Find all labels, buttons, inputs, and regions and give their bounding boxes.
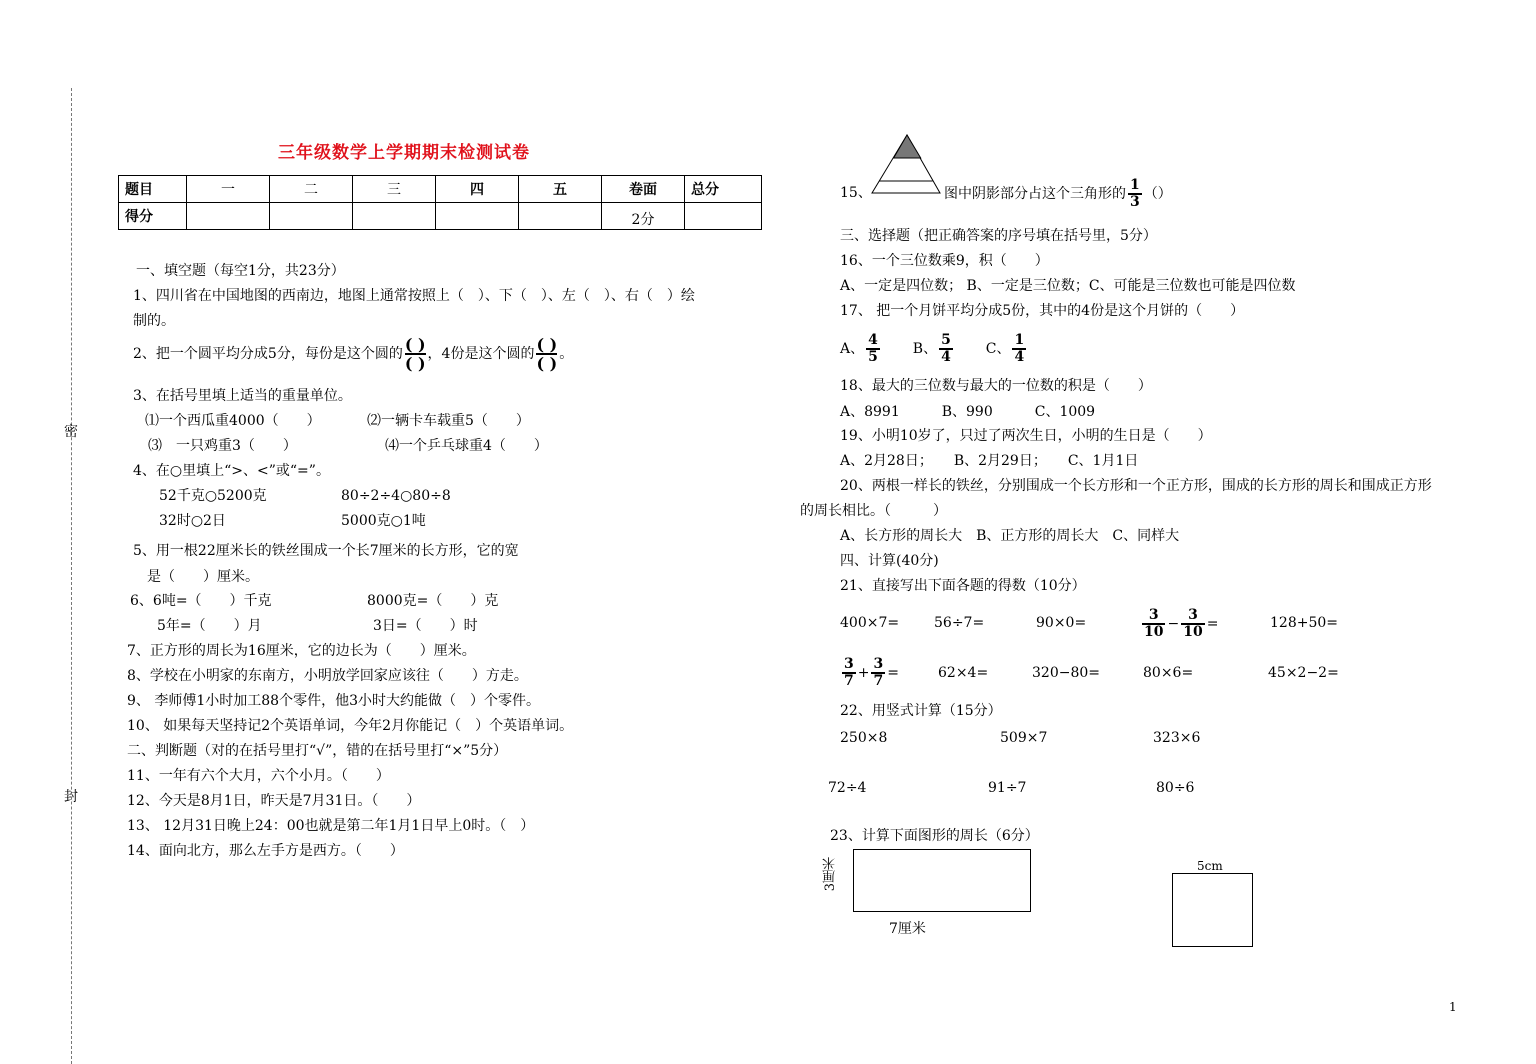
question-15 [944, 176, 1172, 212]
fraction-numerator: 1 [1014, 332, 1025, 348]
score-cell: 卷面 [602, 176, 685, 203]
vertical-calc-item: 250×8 [840, 730, 888, 746]
fraction-four-fifths [866, 333, 880, 365]
vertical-calc-item: 72÷4 [828, 780, 867, 796]
question-7: 7、正方形的周长为16厘米，它的边长为（ ）厘米。 [127, 643, 476, 659]
section-fill-blank: 一、填空题（每空1分，共23分） [136, 263, 345, 279]
rectangle-height-label: 3厘米 [823, 857, 838, 892]
question-16-options: A、一定是四位数； B、一定是三位数；C、可能是三位数也可能是四位数 [840, 278, 1296, 294]
equals-sign: = [1206, 616, 1219, 632]
fraction-numerator: 4 [868, 332, 878, 348]
blank-fraction-top: ( ) [404, 335, 426, 354]
question-1-line2: 制的。 [133, 313, 175, 329]
fraction-numerator: 3 [1181, 608, 1204, 625]
fraction-denominator: 7 [844, 673, 854, 689]
question-8: 8、学校在小明家的东南方，小明放学回家应该往（ ）方走。 [127, 668, 528, 684]
fraction-three-tenths [1142, 608, 1165, 640]
seal-mi: 密 [64, 424, 78, 440]
score-cell: 四 [436, 176, 519, 203]
page-title: 三年级数学上学期期末检测试卷 [278, 143, 530, 163]
fraction-numerator: 5 [941, 332, 951, 348]
section-calculation: 四、计算(40分) [840, 553, 939, 569]
question-19-options: A、2月28日； B、2月29日； C、1月1日 [840, 453, 1139, 469]
question-5-line2: 是（ ）厘米。 [147, 569, 259, 585]
question-4-item-1: 52千克○5200克 [159, 488, 267, 504]
calc-item: 56÷7= [934, 615, 985, 631]
question-6-item-3: 5年=（ ）月 [157, 618, 262, 634]
fraction-numerator: 3 [873, 656, 884, 672]
blank-fraction-bottom: ( ) [404, 354, 426, 373]
question-20-line1: 20、两根一样长的铁丝，分别围成一个长方形和一个正方形，围成的长方形的周长和围成正方形 [840, 478, 1432, 494]
question-13: 13、 12月31日晚上24：00也就是第二年1月1日早上0时。（ ） [127, 818, 535, 834]
question-2-text-a: 2、把一个圆平均分成5分，每份是这个圆的 [133, 346, 403, 362]
question-6-item-2: 8000克=（ ）克 [367, 593, 499, 609]
blank-fraction-bottom: ( ) [536, 354, 558, 373]
question-14: 14、面向北方，那么左手方是西方。（ ） [127, 843, 404, 859]
blank-fraction [405, 336, 426, 372]
score-cell: 二 [270, 176, 353, 203]
question-2-text-c: 。 [559, 346, 574, 362]
plus-sign: + [857, 665, 870, 681]
calc-item-fraction-subtract [1140, 604, 1218, 644]
score-cell [436, 203, 519, 230]
fraction-denominator: 7 [873, 673, 884, 689]
fraction-denominator: 3 [1130, 194, 1140, 210]
vertical-calc-item: 91÷7 [988, 780, 1027, 796]
binding-dashed-line [71, 88, 72, 1064]
question-3-item-4: ⑷一个乒乓球重4（ ） [385, 438, 548, 454]
question-19: 19、小明10岁了，只过了两次生日，小明的生日是（ ） [840, 428, 1212, 444]
page-number: 1 [1449, 1000, 1457, 1014]
score-cell: 总分 [685, 176, 762, 203]
question-9: 9、 李师傅1小时加工88个零件，他3小时大约能做（ ）个零件。 [127, 693, 540, 709]
question-5-line1: 5、用一根22厘米长的铁丝围成一个长7厘米的长方形，它的宽 [133, 543, 519, 559]
question-23: 23、计算下面图形的周长（6分） [830, 828, 1039, 844]
blank-fraction [536, 336, 557, 372]
question-15-end: （） [1143, 186, 1172, 202]
question-18: 18、最大的三位数与最大的一位数的积是（ ） [840, 378, 1152, 394]
rectangle-figure [853, 849, 1031, 912]
calc-item: 400×7= [840, 615, 900, 631]
score-cell: 三 [353, 176, 436, 203]
fraction-one-fourth [1012, 333, 1026, 365]
calc-item: 128+50= [1270, 615, 1338, 631]
score-cell: 得分 [119, 203, 187, 230]
question-15-text: 图中阴影部分占这个三角形的 [944, 186, 1126, 202]
fraction-denominator: 4 [1014, 349, 1025, 365]
question-3-item-1: ⑴一个西瓜重4000（ ） [145, 413, 321, 429]
section-multiple-choice: 三、选择题（把正确答案的序号填在括号里，5分） [840, 228, 1157, 244]
minus-sign: − [1167, 616, 1180, 632]
section-true-false: 二、判断题（对的在括号里打“√”，错的在括号里打“×”5分） [127, 743, 508, 759]
fraction-three-sevenths [842, 657, 856, 689]
question-17: 17、 把一个月饼平均分成5份，其中的4份是这个月饼的（ ） [840, 303, 1245, 319]
fraction-three-tenths [1181, 608, 1204, 640]
score-cell: 五 [519, 176, 602, 203]
triangle-shaded-part [894, 135, 921, 158]
question-4-item-4: 5000克○1吨 [341, 513, 426, 529]
calc-item: 320−80= [1032, 665, 1100, 681]
question-6-item-4: 3日=（ ）时 [373, 618, 478, 634]
option-c-label: C、 [985, 341, 1011, 357]
vertical-calc-item: 509×7 [1000, 730, 1048, 746]
calc-item: 62×4= [938, 665, 989, 681]
question-17-options [840, 329, 1028, 369]
calc-item: 45×2−2= [1268, 665, 1339, 681]
fraction-one-third [1128, 178, 1142, 210]
fraction-denominator: 5 [868, 349, 878, 365]
calc-item: 90×0= [1036, 615, 1087, 631]
question-22: 22、用竖式计算（15分） [840, 703, 1002, 719]
question-3: 3、在括号里填上适当的重量单位。 [133, 388, 352, 404]
question-18-options: A、8991 B、990 C、1009 [840, 404, 1096, 420]
question-20-line2: 的周长相比。（ ） [800, 503, 947, 519]
question-11: 11、一年有六个大月，六个小月。（ ） [127, 768, 390, 784]
square-side-label: 5cm [1197, 859, 1223, 873]
score-cell [685, 203, 762, 230]
question-4: 4、在○里填上“>、<”或“=”。 [133, 463, 330, 479]
question-2 [133, 334, 573, 374]
question-20-options: A、长方形的周长大 B、正方形的周长大 C、同样大 [840, 528, 1180, 544]
question-21: 21、直接写出下面各题的得数（10分） [840, 578, 1086, 594]
calc-item: 80×6= [1143, 665, 1194, 681]
fraction-five-fourths [939, 333, 953, 365]
blank-fraction-top: ( ) [536, 335, 558, 354]
question-12: 12、今天是8月1日，昨天是7月31日。（ ） [127, 793, 421, 809]
question-3-item-2: ⑵一辆卡车载重5（ ） [367, 413, 530, 429]
score-cell: 题目 [119, 176, 187, 203]
fraction-denominator: 10 [1144, 624, 1164, 640]
question-4-item-3: 32时○2日 [159, 513, 226, 529]
option-b-label: B、 [912, 341, 938, 357]
fraction-three-sevenths [871, 657, 885, 689]
score-cell [187, 203, 270, 230]
equals-sign: = [887, 665, 899, 681]
question-16: 16、一个三位数乘9，积（ ） [840, 253, 1049, 269]
rectangle-width-label: 7厘米 [889, 921, 926, 937]
question-2-text-b: ，4份是这个圆的 [427, 346, 535, 362]
question-3-item-3: ⑶ 一只鸡重3（ ） [148, 438, 297, 454]
score-cell: 2分 [602, 203, 685, 230]
option-a-label: A、 [840, 341, 865, 357]
fraction-numerator: 1 [1130, 177, 1140, 193]
score-cell [519, 203, 602, 230]
fraction-denominator: 4 [941, 349, 951, 365]
fraction-numerator: 3 [844, 656, 854, 672]
square-figure [1172, 873, 1253, 947]
score-cell [353, 203, 436, 230]
score-cell [270, 203, 353, 230]
question-4-item-2: 80÷2÷4○80÷8 [341, 488, 451, 504]
vertical-calc-item: 323×6 [1153, 730, 1201, 746]
score-table [118, 175, 762, 230]
score-cell: 一 [187, 176, 270, 203]
calc-item-fraction-add [840, 653, 899, 693]
score-table-score-row [119, 203, 762, 230]
vertical-calc-item: 80÷6 [1156, 780, 1195, 796]
question-10: 10、 如果每天坚持记2个英语单词，今年2月你能记（ ）个英语单词。 [127, 718, 574, 734]
fraction-denominator: 10 [1183, 624, 1203, 640]
question-15-number: 15、 [840, 185, 872, 201]
question-6-item-1: 6、6吨=（ ）千克 [130, 593, 272, 609]
triangle-figure [870, 133, 942, 195]
question-1-line1: 1、四川省在中国地图的西南边，地图上通常按照上（ ）、下（ ）、左（ ）、右（ ）绘 [133, 288, 695, 304]
fraction-numerator: 3 [1142, 608, 1165, 625]
seal-feng: 封 [64, 789, 78, 805]
score-table-header-row [119, 176, 762, 203]
